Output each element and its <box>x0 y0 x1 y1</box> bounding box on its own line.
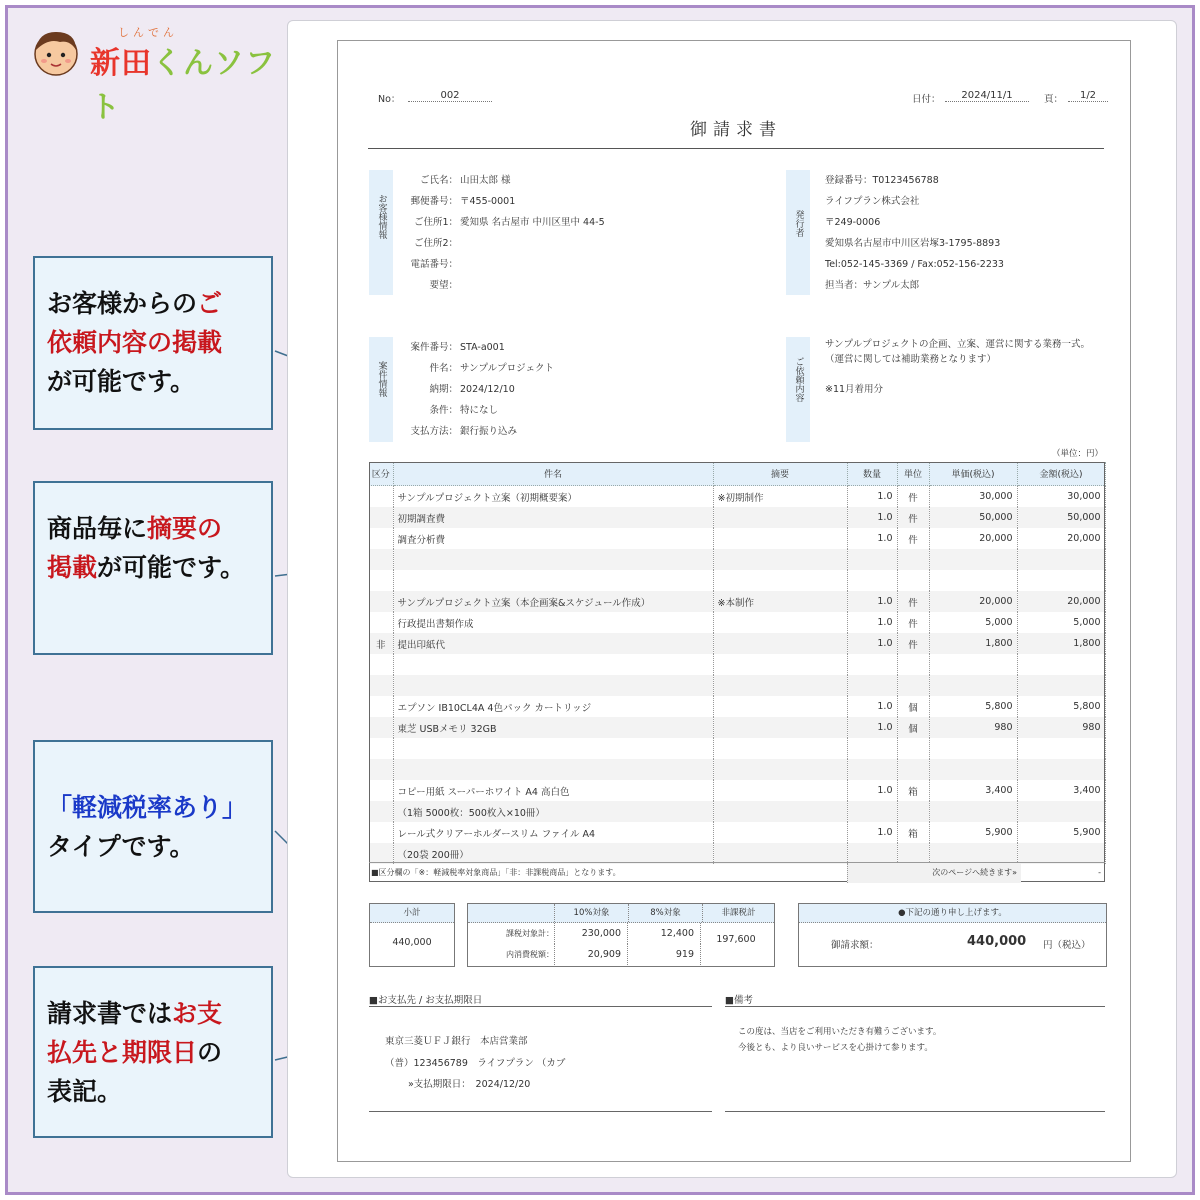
table-row <box>369 717 1105 738</box>
table-cell: 980 <box>929 717 1017 738</box>
table-cell <box>713 738 847 759</box>
table-cell: 5,800 <box>1017 696 1105 717</box>
table-cell <box>929 654 1017 675</box>
next-page-note: 次のページへ続きます» <box>847 863 1021 883</box>
customer-info: ご氏名： 山田太郎 様 郵便番号： 〒455-0001 ご住所1： 愛知県 名古屋市 中川区里中 44-5 ご住所2： 電話番号： 要望： <box>410 175 605 291</box>
table-cell: 1.0 <box>847 486 897 508</box>
table-cell <box>897 759 929 780</box>
table-cell: 行政提出書類作成 <box>393 612 713 633</box>
table-row <box>369 843 1105 864</box>
table-cell <box>847 759 897 780</box>
subtotal-value: 440,000 <box>392 937 432 948</box>
table-cell <box>847 570 897 591</box>
table-cell <box>897 675 929 696</box>
unit-note: （単位：円） <box>1052 449 1104 459</box>
table-cell <box>713 633 847 654</box>
table-cell: 1.0 <box>847 822 897 843</box>
document-title: 御請求書 <box>690 120 782 140</box>
table-cell <box>369 486 393 508</box>
date-value: 2024/11/1 <box>945 90 1029 102</box>
table-cell <box>713 717 847 738</box>
table-row <box>369 549 1105 570</box>
table-row <box>369 486 1105 508</box>
payment-account: （普）123456789 ライフプラン （カブ <box>385 1058 566 1069</box>
table-cell <box>369 843 393 864</box>
table-cell <box>393 570 713 591</box>
customer-side-label: お客様情報 <box>369 170 393 295</box>
table-cell <box>929 801 1017 822</box>
table-cell: ※本制作 <box>713 591 847 612</box>
table-row <box>369 507 1105 528</box>
callout-payment: 請求書ではお支 払先と期限日の 表記。 <box>33 966 273 1138</box>
table-cell: 1.0 <box>847 633 897 654</box>
table-cell: エプソン IB10CL4A 4色パック カートリッジ <box>393 696 713 717</box>
table-cell <box>393 759 713 780</box>
table-cell <box>929 675 1017 696</box>
table-cell: 5,900 <box>929 822 1017 843</box>
table-cell <box>713 654 847 675</box>
callout-summary: 商品毎に摘要の 掲載が可能です。 <box>33 481 273 655</box>
table-cell <box>369 549 393 570</box>
table-cell <box>713 570 847 591</box>
table-cell <box>847 549 897 570</box>
project-side-label: 案件情報 <box>369 337 393 442</box>
table-cell <box>897 738 929 759</box>
brand-ruby: しんでん <box>118 26 178 39</box>
table-row <box>369 528 1105 549</box>
date-label: 日付： <box>912 94 941 105</box>
table-cell: 3,400 <box>929 780 1017 801</box>
table-cell: 件 <box>897 486 929 508</box>
table-cell <box>897 549 929 570</box>
table-cell <box>369 528 393 549</box>
table-cell: 30,000 <box>929 486 1017 508</box>
table-row <box>369 780 1105 801</box>
table-cell: 980 <box>1017 717 1105 738</box>
table-cell <box>369 717 393 738</box>
table-cell <box>713 696 847 717</box>
table-cell: 1.0 <box>847 696 897 717</box>
table-cell <box>929 570 1017 591</box>
request-content: サンプルプロジェクトの企画、立案、運営に関する業務一式。 （運営に関しては補助業務となります） ※11月着用分 <box>825 339 1090 395</box>
table-cell: 20,000 <box>1017 591 1105 612</box>
table-cell <box>369 822 393 843</box>
table-cell <box>393 675 713 696</box>
billing-box: ●下記の通り申し上げます。 御請求額： 440,000 円（税込） <box>798 903 1107 967</box>
table-cell <box>897 801 929 822</box>
table-row <box>369 738 1105 759</box>
table-cell: 1.0 <box>847 528 897 549</box>
table-cell: 箱 <box>897 780 929 801</box>
table-cell: 20,000 <box>929 528 1017 549</box>
table-cell: 1,800 <box>929 633 1017 654</box>
table-cell: 1.0 <box>847 780 897 801</box>
table-cell <box>393 738 713 759</box>
table-row <box>369 591 1105 612</box>
payment-heading: ■お支払先 / お支払期限日 <box>369 995 483 1006</box>
table-cell <box>369 675 393 696</box>
table-cell: 1,800 <box>1017 633 1105 654</box>
table-cell <box>847 801 897 822</box>
table-cell: 20,000 <box>929 591 1017 612</box>
table-cell: 1.0 <box>847 612 897 633</box>
table-cell <box>847 675 897 696</box>
table-cell: （20袋 200冊） <box>393 843 713 864</box>
table-row <box>369 654 1105 675</box>
table-cell: 20,000 <box>1017 528 1105 549</box>
table-cell <box>369 591 393 612</box>
table-row <box>369 801 1105 822</box>
table-cell: 5,000 <box>929 612 1017 633</box>
brand-logo <box>30 24 280 125</box>
title-rule <box>368 148 1104 149</box>
table-cell: 件 <box>897 612 929 633</box>
table-row <box>369 696 1105 717</box>
table-cell <box>1017 675 1105 696</box>
remarks-line-2: 今後とも、より良いサービスを心掛けて参ります。 <box>738 1043 933 1053</box>
table-cell: 50,000 <box>1017 507 1105 528</box>
table-cell <box>929 843 1017 864</box>
table-cell <box>369 507 393 528</box>
remarks-rule <box>725 1006 1105 1007</box>
table-cell <box>369 801 393 822</box>
table-cell: 30,000 <box>1017 486 1105 508</box>
table-cell: 件 <box>897 633 929 654</box>
table-cell <box>369 780 393 801</box>
table-cell <box>713 843 847 864</box>
page-value: 1/2 <box>1068 90 1108 102</box>
table-cell <box>929 759 1017 780</box>
subtotal-box: 小計 440,000 <box>369 903 455 967</box>
table-cell <box>713 507 847 528</box>
table-cell: 5,800 <box>929 696 1017 717</box>
table-cell: （1箱 5000枚：500枚入×10冊） <box>393 801 713 822</box>
table-cell <box>1017 654 1105 675</box>
table-cell: 箱 <box>897 822 929 843</box>
table-cell: レール式クリアーホルダースリム ファイル A4 <box>393 822 713 843</box>
table-cell <box>713 780 847 801</box>
table-cell <box>897 843 929 864</box>
table-cell <box>369 654 393 675</box>
table-row <box>369 612 1105 633</box>
table-cell: 個 <box>897 696 929 717</box>
table-cell <box>1017 801 1105 822</box>
table-cell: 個 <box>897 717 929 738</box>
table-cell <box>369 612 393 633</box>
table-cell: 件 <box>897 528 929 549</box>
table-cell: 非 <box>369 633 393 654</box>
table-row <box>369 633 1105 654</box>
table-cell <box>847 843 897 864</box>
table-cell <box>897 654 929 675</box>
table-cell <box>929 738 1017 759</box>
table-cell <box>713 822 847 843</box>
brand-name: 新田くんソフト <box>90 46 276 125</box>
table-header: 区分 件名 摘要 数量 単位 単価(税込) 金額(税込) <box>369 462 1105 486</box>
table-cell <box>847 654 897 675</box>
table-cell: 初期調査費 <box>393 507 713 528</box>
payment-bottom-rule <box>369 1111 712 1112</box>
table-cell: 件 <box>897 591 929 612</box>
no-label: No： <box>378 94 401 105</box>
billing-amount: 440,000 <box>967 934 1027 949</box>
table-cell <box>713 801 847 822</box>
issuer-info: 登録番号：T0123456788 ライフプラン株式会社 〒249-0006 愛知県名古屋市中川区岩塚3-1795-8893 Tel:052-145-3369 / Fax:052-156-2233 担当者：サンプル太郎 <box>825 175 1004 291</box>
table-cell: 1.0 <box>847 591 897 612</box>
table-footnote: ■区分欄の「※：軽減税率対象商品」「非：非課税商品」となります。 次のページへ続きます» - <box>369 862 1105 883</box>
remarks-bottom-rule <box>725 1111 1105 1112</box>
page-label: 頁： <box>1044 94 1064 105</box>
table-cell: サンプルプロジェクト立案（本企画案&スケジュール作成） <box>393 591 713 612</box>
table-cell: サンプルプロジェクト立案（初期概要案） <box>393 486 713 508</box>
table-cell: 調査分析費 <box>393 528 713 549</box>
table-cell <box>713 612 847 633</box>
project-info: 案件番号： STA-a001 件名： サンプルプロジェクト 納期： 2024/12/10 条件： 特になし 支払方法： 銀行振り込み <box>410 342 554 437</box>
table-cell <box>369 696 393 717</box>
tax-box: 10%対象 8%対象 非課税計 課税対象計： 230,000 12,400 内消費税額： 20,909 919 197,600 <box>467 903 775 967</box>
table-cell <box>847 738 897 759</box>
table-cell <box>713 675 847 696</box>
table-cell: 件 <box>897 507 929 528</box>
issuer-side-label: 発行者 <box>786 170 810 295</box>
table-cell <box>393 654 713 675</box>
table-cell: 1.0 <box>847 717 897 738</box>
nontax-value: 197,600 <box>716 934 756 945</box>
table-cell <box>369 738 393 759</box>
table-cell <box>1017 738 1105 759</box>
table-cell <box>897 570 929 591</box>
table-cell <box>1017 843 1105 864</box>
table-cell <box>1017 549 1105 570</box>
payment-bank: 東京三菱ＵＦＪ銀行 本店営業部 <box>385 1036 528 1047</box>
mascot-icon <box>30 26 82 78</box>
table-cell: 提出印紙代 <box>393 633 713 654</box>
table-cell <box>713 759 847 780</box>
table-cell <box>1017 759 1105 780</box>
table-cell <box>929 549 1017 570</box>
request-side-label: ご依頼内容 <box>786 337 810 442</box>
table-cell <box>713 549 847 570</box>
table-cell: 50,000 <box>929 507 1017 528</box>
callout-tax: 「軽減税率あり」 タイプです。 <box>33 740 273 913</box>
table-row <box>369 570 1105 591</box>
table-cell: 1.0 <box>847 507 897 528</box>
table-cell: コピー用紙 スーパーホワイト A4 高白色 <box>393 780 713 801</box>
table-row <box>369 675 1105 696</box>
table-cell <box>369 759 393 780</box>
payment-rule <box>369 1006 712 1007</box>
items-table <box>369 462 1106 864</box>
callout-request: お客様からのご 依頼内容の掲載 が可能です。 <box>33 256 273 430</box>
table-cell: ※初期制作 <box>713 486 847 508</box>
table-cell: 3,400 <box>1017 780 1105 801</box>
table-cell <box>1017 570 1105 591</box>
table-cell <box>713 528 847 549</box>
table-row <box>369 822 1105 843</box>
remarks-heading: ■備考 <box>725 995 753 1006</box>
table-cell: 5,900 <box>1017 822 1105 843</box>
table-cell <box>393 549 713 570</box>
payment-due: »支払期限日： 2024/12/20 <box>408 1079 531 1090</box>
table-cell: 東芝 USBメモリ 32GB <box>393 717 713 738</box>
table-cell <box>369 570 393 591</box>
no-value: 002 <box>408 90 492 102</box>
table-row <box>369 759 1105 780</box>
remarks-line-1: この度は、当店をご利用いただき有難うございます。 <box>738 1027 942 1037</box>
table-cell: 5,000 <box>1017 612 1105 633</box>
